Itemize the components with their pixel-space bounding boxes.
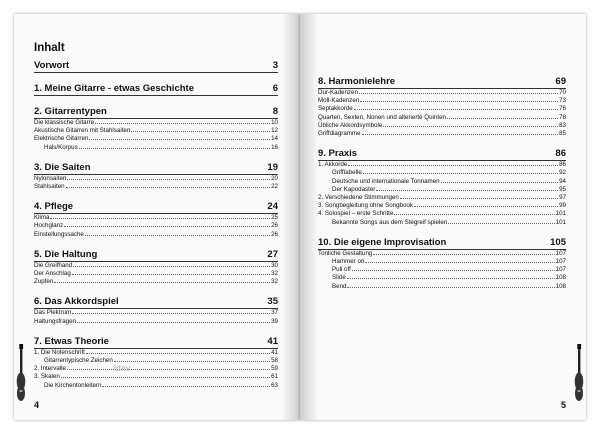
entry-page: 39 [271, 317, 278, 325]
toc-entry[interactable] [34, 175, 278, 183]
toc-chapter [318, 76, 566, 138]
toc-chapter [34, 296, 278, 325]
entry-title: Einstellungssache [34, 230, 84, 238]
watermark: idnv [114, 364, 131, 373]
entry-page: 30 [271, 261, 278, 269]
chapter-title: 6. Das Akkordspiel [34, 296, 119, 308]
toc-entry[interactable] [318, 194, 566, 202]
chapter-page: 8 [272, 106, 278, 117]
entry-title: Hochglanz [34, 222, 64, 230]
entry-title: Der Anschlag [34, 270, 71, 278]
chapter-title: 5. Die Haltung [34, 248, 98, 260]
toc-chapter [34, 249, 278, 287]
toc-entry[interactable] [318, 283, 566, 291]
entry-page: 25 [271, 214, 278, 222]
dot-leader [383, 126, 558, 127]
entry-page: 108 [555, 274, 566, 282]
toc-chapter [34, 106, 278, 152]
entry-title: Hammer on [332, 258, 365, 266]
toc-entry[interactable] [318, 219, 566, 227]
toc-left [34, 14, 278, 390]
toc-entry[interactable] [318, 130, 566, 138]
toc-entry[interactable] [318, 258, 566, 266]
toc-entry[interactable] [34, 127, 278, 135]
chapter-row[interactable] [34, 336, 278, 349]
dot-leader [373, 254, 554, 255]
entry-page: 85 [559, 130, 566, 138]
dot-leader [102, 386, 270, 387]
dot-leader [67, 179, 270, 180]
entry-title: Moll-Kadenzen [318, 97, 360, 105]
entry-title: Hals/Korpus [44, 143, 78, 151]
toc-entry[interactable] [318, 114, 566, 122]
entry-title: 1. Die Notenschrift [34, 348, 85, 356]
entry-page: 101 [555, 210, 566, 218]
toc-entry[interactable] [34, 318, 278, 326]
chapter-row[interactable] [34, 249, 278, 262]
chapter-row[interactable] [34, 60, 278, 73]
entry-title: 3. Skalen [34, 373, 60, 381]
dot-leader [67, 369, 270, 370]
chapter-page: 6 [272, 83, 278, 94]
entry-title: Grifftabelle [332, 169, 362, 177]
entry-page: 10 [271, 119, 278, 126]
guitar-icon [16, 344, 26, 402]
entry-title: Die Kirchentonleitern [44, 381, 102, 389]
toc-entry[interactable] [318, 105, 566, 113]
entry-title: Septakkorde [318, 105, 353, 113]
entry-title: Bend [332, 282, 347, 290]
entry-title: Quarten, Sexten, Nonen und alterierte Quinten [318, 113, 446, 121]
entry-page: 92 [559, 169, 566, 177]
dot-leader [89, 139, 270, 140]
dot-leader [447, 118, 558, 119]
entry-page: 107 [555, 266, 566, 274]
entry-title: Tonliche Gestaltung [318, 249, 373, 257]
chapter-title: 8. Harmonielehre [318, 76, 396, 87]
chapter-page: 105 [550, 236, 566, 248]
dot-leader [414, 206, 558, 207]
dot-leader [85, 235, 270, 236]
dot-leader [400, 198, 558, 199]
entry-title: Bekannte Songs aus dem Stegreif spielen [332, 218, 448, 226]
toc-entry[interactable] [318, 250, 566, 258]
entry-page: 107 [555, 249, 566, 257]
toc-entry[interactable] [34, 119, 278, 127]
dot-leader [348, 165, 558, 166]
chapter-title: 9. Praxis [318, 148, 358, 160]
chapter-row[interactable] [34, 83, 278, 96]
chapter-page: 35 [267, 296, 278, 308]
entry-title: 2. Intervalle [34, 365, 66, 373]
entry-page: 32 [271, 270, 278, 278]
toc-entry[interactable] [318, 266, 566, 274]
entry-page: 61 [271, 373, 278, 381]
dot-leader [54, 282, 270, 283]
dot-leader [79, 148, 270, 149]
entry-title: Gitarrentypische Zeichen [44, 357, 113, 365]
chapter-page: 41 [267, 335, 278, 347]
entry-page: 32 [271, 278, 278, 286]
chapter-page: 24 [267, 201, 278, 213]
toc-entry[interactable] [34, 349, 278, 357]
toc-right [318, 14, 566, 291]
dot-leader [359, 93, 558, 94]
page-number-right: 5 [560, 400, 566, 410]
toc-entry[interactable] [34, 357, 278, 365]
dot-leader [72, 313, 270, 314]
toc-entry[interactable] [34, 144, 278, 152]
chapter-row[interactable] [34, 106, 278, 119]
chapter-title: Vorwort [34, 60, 70, 71]
entry-page: 101 [555, 218, 566, 226]
entry-page: 14 [271, 135, 278, 143]
entry-title: 2. Verschiedene Stimmungen [318, 194, 399, 202]
entry-title: Haltungsfragen [34, 317, 76, 325]
entry-title: Zupfen [34, 278, 54, 286]
entry-page: 78 [559, 113, 566, 121]
dot-leader [131, 131, 270, 132]
toc-entry[interactable] [318, 202, 566, 210]
toc-entry[interactable] [318, 178, 566, 186]
guitar-icon [574, 344, 584, 402]
dot-leader [354, 109, 558, 110]
toc-chapter [34, 162, 278, 191]
entry-page: 83 [559, 121, 566, 129]
toc-entry[interactable] [318, 97, 566, 105]
toc-entry[interactable] [34, 214, 278, 222]
dot-leader [347, 287, 554, 288]
entry-page: 94 [559, 177, 566, 185]
chapter-page: 86 [555, 148, 566, 160]
entry-page: 99 [559, 202, 566, 210]
toc-entry[interactable] [34, 278, 278, 286]
entry-title: Stahlsaiten [34, 183, 65, 191]
toc-entry[interactable] [318, 274, 566, 282]
dot-leader [77, 322, 270, 323]
dot-leader [86, 353, 270, 354]
toc-entry[interactable] [34, 183, 278, 191]
entry-page: 73 [559, 97, 566, 105]
chapter-row[interactable] [34, 296, 278, 309]
toc-heading: Inhalt [34, 42, 65, 54]
toc-chapter [34, 83, 278, 96]
chapter-title: 10. Die eigene Improvisation [318, 236, 447, 248]
chapter-page: 3 [272, 60, 278, 71]
toc-entry[interactable] [34, 135, 278, 143]
page-number-left: 4 [34, 400, 40, 410]
dot-leader [114, 361, 270, 362]
entry-title: Elektrische Gitarren [34, 135, 89, 143]
dot-leader [441, 182, 559, 183]
entry-title: Deutsche und internationale Tonnamen [332, 177, 440, 185]
dot-leader [352, 270, 555, 271]
chapter-page: 69 [555, 76, 566, 87]
toc-entry[interactable] [318, 169, 566, 177]
chapter-row[interactable] [34, 162, 278, 175]
entry-page: 41 [271, 348, 278, 356]
toc-entry[interactable] [318, 186, 566, 194]
entry-title: Akustische Gitarren mit Stahlsaiten [34, 127, 131, 135]
dot-leader [360, 101, 558, 102]
entry-title: Pull off [332, 266, 351, 274]
dot-leader [365, 262, 554, 263]
dot-leader [376, 190, 558, 191]
entry-title: Das Plektrum [34, 309, 72, 317]
entry-page: 86 [559, 161, 566, 169]
toc-entry[interactable] [318, 122, 566, 130]
gutter-shadow [300, 14, 318, 420]
toc-entry[interactable] [34, 270, 278, 278]
chapter-page: 19 [267, 161, 278, 173]
entry-title: Nylonsaiten [34, 174, 67, 182]
toc-entry[interactable] [318, 161, 566, 169]
toc-chapter [34, 201, 278, 239]
toc-entry[interactable] [34, 365, 278, 373]
dot-leader [61, 377, 270, 378]
toc-entry[interactable] [34, 231, 278, 239]
chapter-title: 2. Gitarrentypen [34, 106, 107, 117]
entry-page: 108 [555, 282, 566, 290]
dot-leader [448, 223, 554, 224]
toc-entry[interactable] [318, 89, 566, 97]
entry-page: 37 [271, 309, 278, 317]
entry-page: 70 [559, 89, 566, 96]
entry-page: 59 [271, 365, 278, 373]
entry-page: 63 [271, 381, 278, 389]
entry-page: 16 [271, 143, 278, 151]
chapter-row[interactable] [318, 237, 566, 250]
dot-leader [64, 226, 270, 227]
dot-leader [50, 218, 270, 219]
entry-page: 95 [559, 185, 566, 193]
entry-title: Dur-Kadenzen [318, 89, 358, 96]
chapter-title: 7. Etwas Theorie [34, 335, 109, 347]
chapter-row[interactable] [34, 201, 278, 214]
entry-title: Klima [34, 214, 50, 222]
chapter-title: 3. Die Saiten [34, 161, 91, 173]
entry-title: Die klassische Gitarre [34, 119, 95, 126]
entry-title: 3. Songbegleitung ohne Songbook [318, 202, 413, 210]
entry-title: 1. Akkorde [318, 161, 348, 169]
toc-chapter [318, 148, 566, 227]
toc-entry[interactable] [34, 382, 278, 390]
dot-leader [347, 278, 555, 279]
entry-page: 76 [559, 105, 566, 113]
left-page [14, 14, 300, 420]
toc-entry[interactable] [34, 309, 278, 317]
entry-title: Griffdiagramme [318, 130, 361, 138]
entry-title: Die Greifhand [34, 261, 73, 269]
entry-title: Übliche Akkordsymbole [318, 121, 383, 129]
entry-page: 97 [559, 194, 566, 202]
entry-page: 107 [555, 258, 566, 266]
toc-chapter [34, 336, 278, 390]
toc-entry[interactable] [34, 222, 278, 230]
dot-leader [66, 187, 270, 188]
right-page [300, 14, 586, 420]
chapter-row[interactable] [318, 76, 566, 89]
entry-page: 58 [271, 357, 278, 365]
toc-entry[interactable] [318, 210, 566, 218]
dot-leader [362, 134, 559, 135]
dot-leader [72, 274, 270, 275]
chapter-page: 27 [267, 248, 278, 260]
gutter-shadow [282, 14, 300, 420]
chapter-title: 4. Pflege [34, 201, 74, 213]
dot-leader [95, 123, 270, 124]
entry-page: 20 [271, 174, 278, 182]
entry-title: Slide [332, 274, 346, 282]
entry-page: 22 [271, 183, 278, 191]
toc-entry[interactable] [34, 373, 278, 381]
chapter-title: 1. Meine Gitarre - etwas Geschichte [34, 83, 194, 94]
toc-chapter [34, 60, 278, 73]
toc-chapter [318, 237, 566, 291]
dot-leader [73, 266, 270, 267]
entry-page: 26 [271, 222, 278, 230]
toc-entry[interactable] [34, 262, 278, 270]
dot-leader [363, 173, 558, 174]
entry-page: 12 [271, 127, 278, 135]
dot-leader [394, 214, 554, 215]
entry-title: Der Kapodaster [332, 185, 376, 193]
chapter-row[interactable] [318, 148, 566, 161]
entry-title: 4. Solospiel – erste Schritte [318, 210, 394, 218]
entry-page: 26 [271, 230, 278, 238]
